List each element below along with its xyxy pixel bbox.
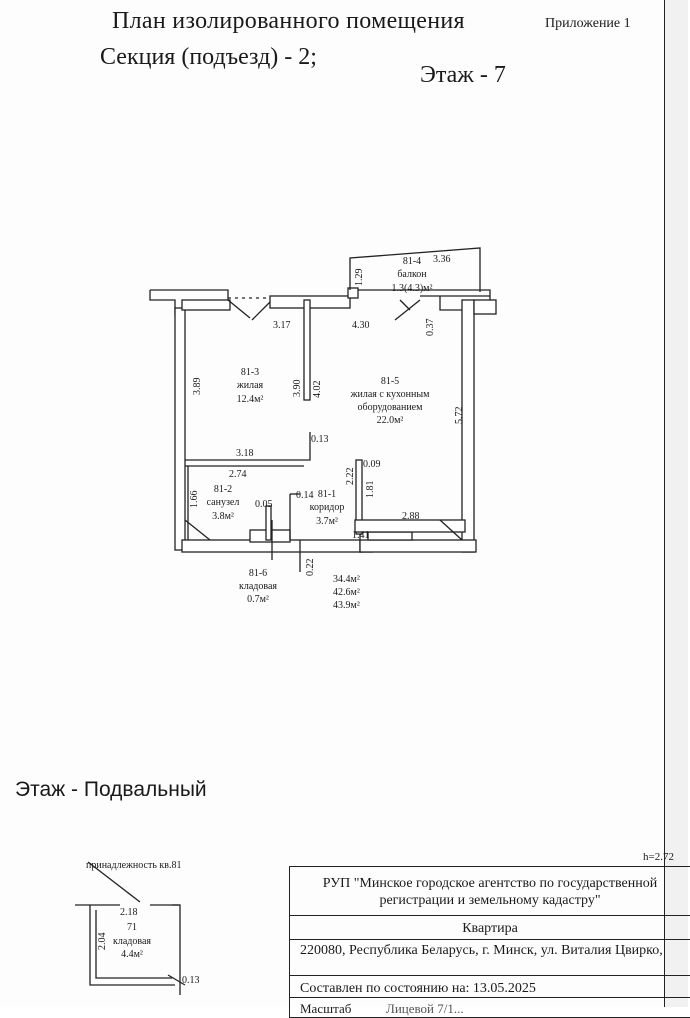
stamp-extra: Лицевой 7/1... <box>386 1001 464 1016</box>
basement-room-id: 71 <box>127 922 137 933</box>
stamp-divider <box>290 997 690 998</box>
room-81-2-area: 3.8м² <box>212 511 234 522</box>
dim-3-17: 3.17 <box>273 320 291 331</box>
basement-belongs: принадлежность кв.81 <box>86 860 182 871</box>
section-label: Секция (подъезд) - 2; <box>100 44 317 70</box>
room-81-3-area: 12.4м² <box>236 394 264 405</box>
dim-0-05: 0.05 <box>255 499 273 510</box>
org-line-1: РУП "Минское городское агентство по государственной <box>322 876 658 891</box>
room-81-4-name: балкон <box>397 269 427 280</box>
appendix-label: Приложение 1 <box>545 16 631 31</box>
dim-0-13: 0.13 <box>311 434 329 445</box>
dim-1-81: 1.81 <box>365 480 376 498</box>
room-81-2-name: санузел <box>206 497 240 508</box>
room-81-6-id: 81-6 <box>248 568 268 579</box>
basement-title: Этаж - Подвальный <box>15 778 207 801</box>
dim-2-88: 2.88 <box>402 511 420 522</box>
basement-room-name: кладовая <box>112 936 152 947</box>
room-81-4-area: 1.3(4.3)м² <box>391 283 433 294</box>
dim-3-18: 3.18 <box>236 448 254 459</box>
room-81-6-area: 0.7м² <box>247 594 269 605</box>
stamp-divider <box>290 939 690 940</box>
org-line-2: регистрации и земельному кадастру" <box>379 893 601 908</box>
ceiling-height: h=2.72 <box>643 851 674 863</box>
room-81-1-area: 3.7м² <box>316 516 338 527</box>
stamp-divider <box>290 975 690 976</box>
dim-0-14: 0.14 <box>296 490 314 501</box>
dim-2-22: 2.22 <box>345 467 356 485</box>
dim-4-02: 4.02 <box>312 380 323 398</box>
dim-3-89: 3.89 <box>192 377 203 395</box>
floor-label: Этаж - 7 <box>420 62 506 88</box>
dim-0-37: 0.37 <box>425 318 436 336</box>
area-totals <box>333 574 360 611</box>
state-date: Составлен по состоянию на: 13.05.2025 <box>300 981 536 996</box>
stamp-divider <box>290 915 690 916</box>
room-81-5-id: 81-5 <box>380 376 400 387</box>
dim-1-29: 1.29 <box>354 268 365 286</box>
room-81-1-id: 81-1 <box>317 489 337 500</box>
dim-5-72: 5.72 <box>454 406 465 424</box>
dim-0-09: 0.09 <box>363 459 381 470</box>
object-type: Квартира <box>462 921 518 936</box>
org-name <box>290 875 690 909</box>
room-81-6-name: кладовая <box>238 581 278 592</box>
object-address: 220080, Республика Беларусь, г. Минск, ул. Виталия Цвирко, <box>300 943 663 958</box>
page-title: План изолированного помещения <box>112 8 465 34</box>
dim-3-90: 3.90 <box>292 379 303 397</box>
dim-0-22: 0.22 <box>305 558 316 576</box>
basement-dim-2-04: 2.04 <box>97 932 108 950</box>
dim-4-30: 4.30 <box>352 320 370 331</box>
total-with-balcony: 43.9м² <box>333 600 360 611</box>
dim-2-74: 2.74 <box>229 469 247 480</box>
room-81-1-name: коридор <box>309 502 345 513</box>
dim-3-36: 3.36 <box>433 254 451 265</box>
basement-dim-2-18: 2.18 <box>120 907 138 918</box>
basement-dim-0-13: 0.13 <box>182 975 200 986</box>
total-general: 42.6м² <box>333 587 360 598</box>
room-81-3-id: 81-3 <box>240 367 260 378</box>
room-81-4-id: 81-4 <box>402 256 422 267</box>
basement-labels <box>86 860 200 986</box>
room-81-5-area: 22.0м² <box>376 415 404 426</box>
scale-label: Масштаб <box>300 1001 352 1016</box>
room-81-3-name: жилая <box>236 380 264 391</box>
dim-1-41: 1.41 <box>352 530 370 541</box>
room-81-2-id: 81-2 <box>213 484 233 495</box>
basement-room-area: 4.4м² <box>121 949 143 960</box>
dim-1-66: 1.66 <box>189 490 200 508</box>
total-living: 34.4м² <box>333 574 360 585</box>
title-block <box>289 866 690 1018</box>
room-81-5-name: жилая с кухонным <box>350 389 430 400</box>
room-81-5-name2: оборудованием <box>357 402 423 413</box>
